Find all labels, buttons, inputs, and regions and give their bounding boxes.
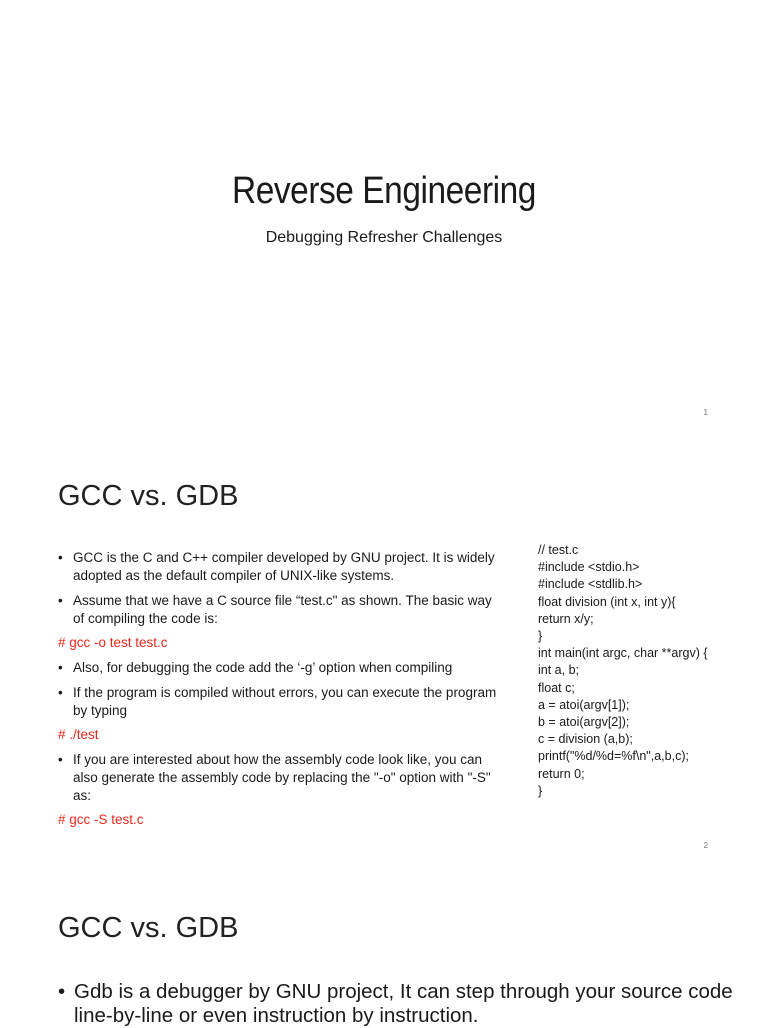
code-line: } [538,783,543,798]
code-line: b = atoi(argv[2]); [538,715,630,730]
page-number: 1 [703,408,708,417]
command-line: # gcc -S test.c [58,812,144,827]
bullet-item: • GCC is the C and C++ compiler developed by GNU project. It is widely adopted as the default compiler of UNIX-like systems. [58,549,503,585]
slide-gcc-vs-gdb [0,432,768,864]
code-line: #include <stdlib.h> [538,577,643,592]
code-line: #include <stdio.h> [538,560,640,575]
code-line: printf("%d/%d=%f\n",a,b,c); [538,749,689,764]
slide-gcc-vs-gdb-2 [0,864,768,1027]
command-line: # gcc -o test test.c [58,635,168,650]
code-line: int a, b; [538,663,579,678]
code-line: return 0; [538,766,585,781]
bullet-item: • Gdb is a debugger by GNU project, It can step through your source code line-by-line or even instruction by instruction. [58,980,734,1028]
slide-heading: GCC vs. GDB [58,480,239,512]
bullet-list [58,549,503,836]
slide-title-page [0,0,768,432]
code-line: int main(int argc, char **argv) { [538,646,708,661]
code-line: float c; [538,680,575,695]
bullet-item: • If you are interested about how the assembly code look like, you can also generate the assembly code by replacing the "-o" option with "-S" as: [58,751,503,805]
presentation-subtitle: Debugging Refresher Challenges [265,229,503,246]
slide-heading: GCC vs. GDB [58,912,239,944]
code-line: float division (int x, int y){ [538,594,676,609]
page-number: 2 [703,841,708,850]
code-line: // test.c [538,543,579,557]
code-line: } [538,629,543,644]
code-line: return x/y; [538,611,594,626]
code-listing [538,542,758,800]
code-line: c = division (a,b); [538,732,633,747]
command-line: # ./test [58,727,99,742]
bullet-item: • Also, for debugging the code add the ‘-g’ option when compiling [58,659,503,677]
presentation-title: Reverse Engineering [232,170,536,212]
code-line: a = atoi(argv[1]); [538,697,630,712]
bullet-item: • If the program is compiled without errors, you can execute the program by typing [58,684,503,720]
bullet-item: • Assume that we have a C source file “test.c" as shown. The basic way of compiling the code is: [58,592,503,628]
